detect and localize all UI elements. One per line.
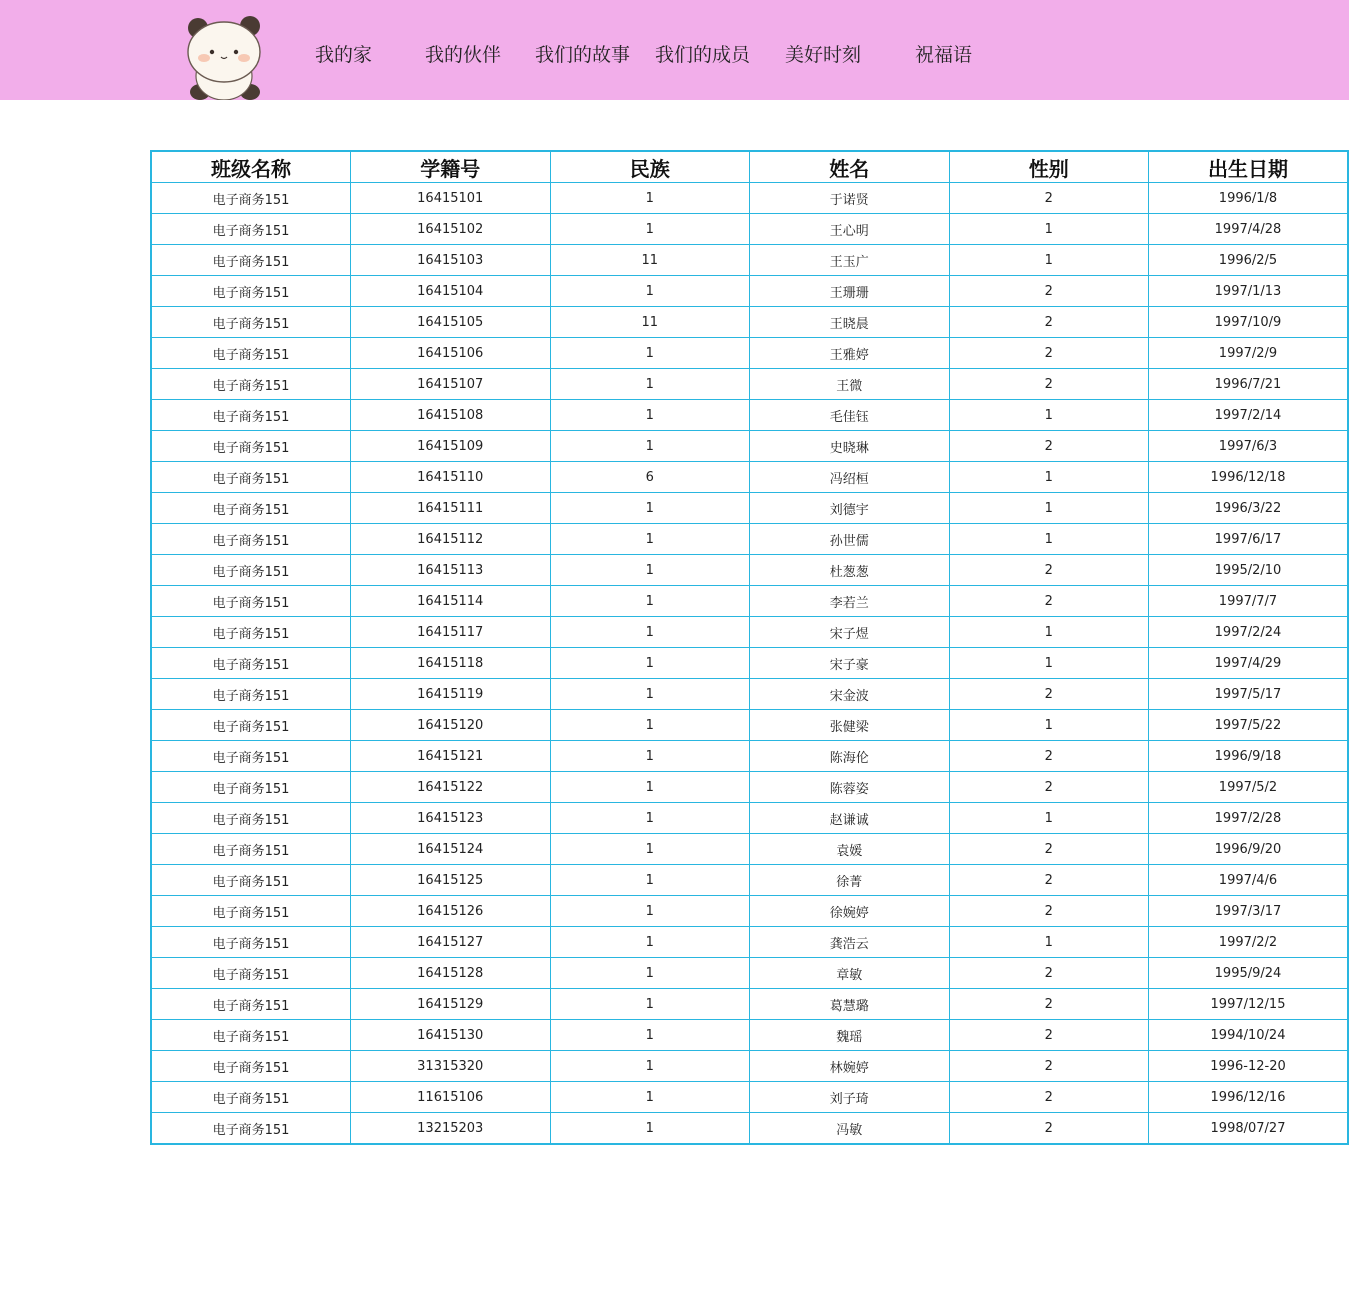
gender-cell: 2 [949, 679, 1149, 710]
name-cell: 魏瑶 [750, 1020, 950, 1051]
gender-cell: 2 [949, 772, 1149, 803]
class-name-cell: 电子商务151 [151, 989, 351, 1020]
class-name-cell: 电子商务151 [151, 648, 351, 679]
gender-cell: 2 [949, 896, 1149, 927]
birth-date-cell: 1997/12/15 [1149, 989, 1349, 1020]
student-id-cell: 16415112 [351, 524, 551, 555]
table-header-column-gender: 性别 [949, 151, 1149, 183]
birth-date-cell: 1997/6/3 [1149, 431, 1349, 462]
ethnicity-cell: 1 [550, 276, 750, 307]
table-row [151, 338, 1348, 369]
ethnicity-cell: 6 [550, 462, 750, 493]
student-id-cell: 16415110 [351, 462, 551, 493]
ethnicity-cell: 1 [550, 989, 750, 1020]
class-name-cell: 电子商务151 [151, 276, 351, 307]
table-row [151, 617, 1348, 648]
table-row [151, 462, 1348, 493]
student-id-cell: 16415111 [351, 493, 551, 524]
name-cell: 袁媛 [750, 834, 950, 865]
table-header-row [151, 151, 1348, 183]
name-cell: 龚浩云 [750, 927, 950, 958]
birth-date-cell: 1998/07/27 [1149, 1113, 1349, 1145]
table-row [151, 648, 1348, 679]
name-cell: 孙世儒 [750, 524, 950, 555]
ethnicity-cell: 1 [550, 679, 750, 710]
ethnicity-cell: 1 [550, 741, 750, 772]
birth-date-cell: 1996-12-20 [1149, 1051, 1349, 1082]
birth-date-cell: 1997/6/17 [1149, 524, 1349, 555]
nav-item-good-times[interactable]: 美好时刻 [785, 44, 862, 66]
name-cell: 陈海伦 [750, 741, 950, 772]
ethnicity-cell: 11 [550, 307, 750, 338]
name-cell: 林婉婷 [750, 1051, 950, 1082]
student-id-cell: 13215203 [351, 1113, 551, 1145]
birth-date-cell: 1994/10/24 [1149, 1020, 1349, 1051]
class-name-cell: 电子商务151 [151, 586, 351, 617]
top-header [0, 0, 1349, 100]
name-cell: 宋子豪 [750, 648, 950, 679]
table-row [151, 772, 1348, 803]
name-cell: 王玉广 [750, 245, 950, 276]
name-cell: 宋金波 [750, 679, 950, 710]
table-header-column-class-name: 班级名称 [151, 151, 351, 183]
gender-cell: 2 [949, 834, 1149, 865]
student-id-cell: 16415129 [351, 989, 551, 1020]
birth-date-cell: 1997/5/22 [1149, 710, 1349, 741]
name-cell: 张健梁 [750, 710, 950, 741]
student-id-cell: 16415101 [351, 183, 551, 214]
table-row [151, 1020, 1348, 1051]
birth-date-cell: 1997/4/29 [1149, 648, 1349, 679]
student-id-cell: 16415128 [351, 958, 551, 989]
student-id-cell: 16415121 [351, 741, 551, 772]
name-cell: 陈蓉姿 [750, 772, 950, 803]
table-row [151, 927, 1348, 958]
birth-date-cell: 1997/2/9 [1149, 338, 1349, 369]
table-row [151, 431, 1348, 462]
gender-cell: 2 [949, 586, 1149, 617]
table-row [151, 803, 1348, 834]
student-id-cell: 16415119 [351, 679, 551, 710]
class-name-cell: 电子商务151 [151, 555, 351, 586]
gender-cell: 2 [949, 338, 1149, 369]
birth-date-cell: 1997/2/14 [1149, 400, 1349, 431]
student-id-cell: 16415124 [351, 834, 551, 865]
name-cell: 王心明 [750, 214, 950, 245]
gender-cell: 1 [949, 245, 1149, 276]
table-row [151, 1082, 1348, 1113]
ethnicity-cell: 1 [550, 1051, 750, 1082]
class-name-cell: 电子商务151 [151, 431, 351, 462]
name-cell: 徐婉婷 [750, 896, 950, 927]
gender-cell: 2 [949, 555, 1149, 586]
ethnicity-cell: 1 [550, 865, 750, 896]
student-id-cell: 16415120 [351, 710, 551, 741]
class-name-cell: 电子商务151 [151, 245, 351, 276]
name-cell: 章敏 [750, 958, 950, 989]
gender-cell: 2 [949, 369, 1149, 400]
name-cell: 史晓琳 [750, 431, 950, 462]
name-cell: 王雅婷 [750, 338, 950, 369]
ethnicity-cell: 1 [550, 772, 750, 803]
class-name-cell: 电子商务151 [151, 338, 351, 369]
name-cell: 王珊珊 [750, 276, 950, 307]
table-row [151, 245, 1348, 276]
student-id-cell: 11615106 [351, 1082, 551, 1113]
name-cell: 毛佳钰 [750, 400, 950, 431]
name-cell: 李若兰 [750, 586, 950, 617]
table-row [151, 896, 1348, 927]
class-name-cell: 电子商务151 [151, 1113, 351, 1145]
gender-cell: 1 [949, 927, 1149, 958]
name-cell: 冯绍桓 [750, 462, 950, 493]
student-id-cell: 16415122 [351, 772, 551, 803]
ethnicity-cell: 1 [550, 617, 750, 648]
birth-date-cell: 1997/2/24 [1149, 617, 1349, 648]
birth-date-cell: 1996/12/18 [1149, 462, 1349, 493]
class-name-cell: 电子商务151 [151, 307, 351, 338]
class-name-cell: 电子商务151 [151, 803, 351, 834]
birth-date-cell: 1997/5/2 [1149, 772, 1349, 803]
ethnicity-cell: 1 [550, 803, 750, 834]
gender-cell: 2 [949, 1082, 1149, 1113]
class-name-cell: 电子商务151 [151, 896, 351, 927]
class-name-cell: 电子商务151 [151, 834, 351, 865]
student-id-cell: 16415118 [351, 648, 551, 679]
nav-item-our-story[interactable]: 我们的故事 [535, 44, 631, 66]
student-id-cell: 16415106 [351, 338, 551, 369]
name-cell: 葛慧璐 [750, 989, 950, 1020]
table-row [151, 679, 1348, 710]
ethnicity-cell: 1 [550, 1082, 750, 1113]
table-header-column-student-id: 学籍号 [351, 151, 551, 183]
table-body [151, 183, 1348, 1145]
class-name-cell: 电子商务151 [151, 617, 351, 648]
gender-cell: 2 [949, 276, 1149, 307]
ethnicity-cell: 1 [550, 431, 750, 462]
name-cell: 王微 [750, 369, 950, 400]
birth-date-cell: 1997/4/6 [1149, 865, 1349, 896]
ethnicity-cell: 1 [550, 958, 750, 989]
student-id-cell: 31315320 [351, 1051, 551, 1082]
student-table-container [150, 150, 1348, 1145]
table-row [151, 1113, 1348, 1145]
birth-date-cell: 1995/9/24 [1149, 958, 1349, 989]
birth-date-cell: 1996/3/22 [1149, 493, 1349, 524]
gender-cell: 2 [949, 865, 1149, 896]
birth-date-cell: 1997/10/9 [1149, 307, 1349, 338]
table-header-column-ethnicity: 民族 [550, 151, 750, 183]
gender-cell: 2 [949, 431, 1149, 462]
birth-date-cell: 1997/3/17 [1149, 896, 1349, 927]
gender-cell: 2 [949, 1020, 1149, 1051]
gender-cell: 2 [949, 958, 1149, 989]
name-cell: 冯敏 [750, 1113, 950, 1145]
student-id-cell: 16415107 [351, 369, 551, 400]
gender-cell: 2 [949, 1113, 1149, 1145]
table-row [151, 958, 1348, 989]
name-cell: 宋子煜 [750, 617, 950, 648]
ethnicity-cell: 1 [550, 927, 750, 958]
class-name-cell: 电子商务151 [151, 710, 351, 741]
birth-date-cell: 1996/1/8 [1149, 183, 1349, 214]
ethnicity-cell: 1 [550, 710, 750, 741]
gender-cell: 2 [949, 1051, 1149, 1082]
gender-cell: 1 [949, 524, 1149, 555]
student-id-cell: 16415109 [351, 431, 551, 462]
student-id-cell: 16415103 [351, 245, 551, 276]
table-row [151, 214, 1348, 245]
ethnicity-cell: 1 [550, 648, 750, 679]
student-id-cell: 16415123 [351, 803, 551, 834]
class-name-cell: 电子商务151 [151, 462, 351, 493]
ethnicity-cell: 1 [550, 338, 750, 369]
student-table [150, 150, 1349, 1145]
birth-date-cell: 1995/2/10 [1149, 555, 1349, 586]
ethnicity-cell: 1 [550, 493, 750, 524]
birth-date-cell: 1997/4/28 [1149, 214, 1349, 245]
student-id-cell: 16415113 [351, 555, 551, 586]
student-id-cell: 16415102 [351, 214, 551, 245]
class-name-cell: 电子商务151 [151, 927, 351, 958]
gender-cell: 2 [949, 989, 1149, 1020]
table-row [151, 276, 1348, 307]
student-id-cell: 16415104 [351, 276, 551, 307]
gender-cell: 1 [949, 803, 1149, 834]
name-cell: 徐菁 [750, 865, 950, 896]
gender-cell: 1 [949, 493, 1149, 524]
ethnicity-cell: 1 [550, 834, 750, 865]
class-name-cell: 电子商务151 [151, 183, 351, 214]
gender-cell: 1 [949, 617, 1149, 648]
table-row [151, 1051, 1348, 1082]
ethnicity-cell: 1 [550, 1113, 750, 1145]
ethnicity-cell: 11 [550, 245, 750, 276]
student-id-cell: 16415105 [351, 307, 551, 338]
table-row [151, 741, 1348, 772]
student-id-cell: 16415125 [351, 865, 551, 896]
birth-date-cell: 1997/5/17 [1149, 679, 1349, 710]
class-name-cell: 电子商务151 [151, 400, 351, 431]
table-row [151, 555, 1348, 586]
name-cell: 王晓晨 [750, 307, 950, 338]
table-header-column-name: 姓名 [750, 151, 950, 183]
gender-cell: 1 [949, 214, 1149, 245]
ethnicity-cell: 1 [550, 524, 750, 555]
name-cell: 杜葱葱 [750, 555, 950, 586]
class-name-cell: 电子商务151 [151, 369, 351, 400]
class-name-cell: 电子商务151 [151, 772, 351, 803]
name-cell: 刘德宇 [750, 493, 950, 524]
class-name-cell: 电子商务151 [151, 679, 351, 710]
table-row [151, 989, 1348, 1020]
birth-date-cell: 1996/7/21 [1149, 369, 1349, 400]
class-name-cell: 电子商务151 [151, 1020, 351, 1051]
table-row [151, 400, 1348, 431]
table-row [151, 493, 1348, 524]
table-row [151, 834, 1348, 865]
ethnicity-cell: 1 [550, 183, 750, 214]
ethnicity-cell: 1 [550, 400, 750, 431]
birth-date-cell: 1997/2/2 [1149, 927, 1349, 958]
nav-item-our-members[interactable]: 我们的成员 [655, 44, 751, 66]
ethnicity-cell: 1 [550, 586, 750, 617]
class-name-cell: 电子商务151 [151, 1051, 351, 1082]
class-name-cell: 电子商务151 [151, 958, 351, 989]
nav-item-partners[interactable]: 我的伙伴 [425, 44, 502, 66]
birth-date-cell: 1996/12/16 [1149, 1082, 1349, 1113]
ethnicity-cell: 1 [550, 369, 750, 400]
ethnicity-cell: 1 [550, 214, 750, 245]
gender-cell: 2 [949, 741, 1149, 772]
name-cell: 刘子琦 [750, 1082, 950, 1113]
gender-cell: 2 [949, 183, 1149, 214]
class-name-cell: 电子商务151 [151, 1082, 351, 1113]
class-name-cell: 电子商务151 [151, 741, 351, 772]
student-id-cell: 16415130 [351, 1020, 551, 1051]
gender-cell: 1 [949, 648, 1149, 679]
gender-cell: 1 [949, 400, 1149, 431]
birth-date-cell: 1996/9/18 [1149, 741, 1349, 772]
table-row [151, 307, 1348, 338]
table-row [151, 710, 1348, 741]
table-header-column-birth-date: 出生日期 [1149, 151, 1349, 183]
table-row [151, 183, 1348, 214]
birth-date-cell: 1997/7/7 [1149, 586, 1349, 617]
class-name-cell: 电子商务151 [151, 493, 351, 524]
class-name-cell: 电子商务151 [151, 524, 351, 555]
birth-date-cell: 1996/9/20 [1149, 834, 1349, 865]
nav-item-home[interactable]: 我的家 [315, 44, 373, 66]
student-id-cell: 16415126 [351, 896, 551, 927]
student-id-cell: 16415127 [351, 927, 551, 958]
class-name-cell: 电子商务151 [151, 865, 351, 896]
student-id-cell: 16415114 [351, 586, 551, 617]
main-nav [0, 0, 1349, 100]
nav-item-blessings[interactable]: 祝福语 [915, 44, 973, 66]
name-cell: 赵谦诚 [750, 803, 950, 834]
gender-cell: 2 [949, 307, 1149, 338]
table-row [151, 865, 1348, 896]
ethnicity-cell: 1 [550, 896, 750, 927]
student-id-cell: 16415117 [351, 617, 551, 648]
birth-date-cell: 1997/2/28 [1149, 803, 1349, 834]
gender-cell: 1 [949, 462, 1149, 493]
birth-date-cell: 1996/2/5 [1149, 245, 1349, 276]
ethnicity-cell: 1 [550, 1020, 750, 1051]
birth-date-cell: 1997/1/13 [1149, 276, 1349, 307]
class-name-cell: 电子商务151 [151, 214, 351, 245]
ethnicity-cell: 1 [550, 555, 750, 586]
table-row [151, 524, 1348, 555]
gender-cell: 1 [949, 710, 1149, 741]
table-row [151, 369, 1348, 400]
student-id-cell: 16415108 [351, 400, 551, 431]
table-row [151, 586, 1348, 617]
name-cell: 于诺贤 [750, 183, 950, 214]
